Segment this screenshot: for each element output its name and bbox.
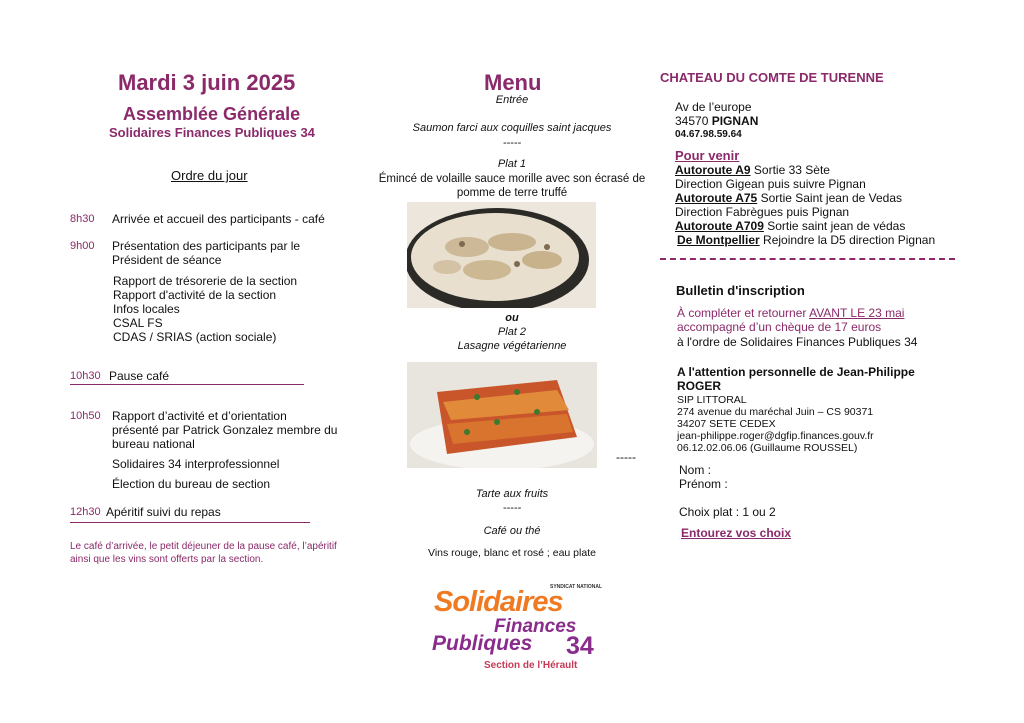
menu-drink: Café ou thé xyxy=(483,525,541,537)
contact-email[interactable]: jean-philippe.roger@dgfip.finances.gouv.fr xyxy=(677,430,874,442)
menu-plat1-desc-1: Émincé de volaille sauce morille avec son écrasé de xyxy=(378,173,646,185)
logo-section: Section de l’Hérault xyxy=(484,660,578,671)
route-montpellier-desc: Rejoindre la D5 direction Pignan xyxy=(759,233,936,247)
agenda-sub-activite: Rapport d'activité de la section xyxy=(113,288,277,302)
offered-note xyxy=(70,540,370,566)
venue-address-1: Av de l’europe xyxy=(675,100,752,114)
menu-separator: ----- xyxy=(502,502,522,514)
agenda-sub-cdas: CDAS / SRIAS (action sociale) xyxy=(113,330,277,344)
bulletin-title: Bulletin d'inscription xyxy=(676,283,805,298)
contact-service: SIP LITTORAL xyxy=(677,394,747,406)
agenda-sub-csal: CSAL FS xyxy=(113,316,163,330)
contact-city: 34207 SETE CEDEX xyxy=(677,418,776,430)
agenda-sub-infos: Infos locales xyxy=(113,302,180,316)
agenda-title: Ordre du jour xyxy=(171,168,248,183)
form-instruction: Entourez vos choix xyxy=(681,526,792,540)
cut-line xyxy=(660,258,955,260)
menu-plat2-desc: Lasagne végétarienne xyxy=(457,340,567,352)
menu-wine: Vins rouge, blanc et rosé ; eau plate xyxy=(428,547,596,559)
route-a9 xyxy=(675,163,830,177)
directions-title: Pour venir xyxy=(675,148,740,163)
agenda-item-rapport-3: bureau national xyxy=(112,437,195,451)
route-fabregues: Direction Fabrègues puis Pignan xyxy=(675,205,850,219)
bulletin-deadline-text: À compléter et retourner xyxy=(677,306,810,320)
menu-title: Menu xyxy=(484,70,542,95)
time-1230: 12h30 xyxy=(70,506,101,518)
venue-address-2 xyxy=(675,114,758,128)
agenda-item-rapport-1: Rapport d’activité et d’orientation xyxy=(112,409,287,423)
plat2-photo xyxy=(407,362,597,468)
venue-name: CHATEAU DU COMTE DE TURENNE xyxy=(660,70,884,85)
route-gigean: Direction Gigean puis suivre Pignan xyxy=(675,177,866,191)
logo-publiques: Publiques xyxy=(432,632,533,655)
menu-separator: ----- xyxy=(502,137,522,149)
organization-name: Solidaires Finances Publiques 34 xyxy=(109,125,315,140)
agenda-item-arrival: Arrivée et accueil des participants - café xyxy=(112,212,325,226)
route-a709-exit: Sortie saint jean de védas xyxy=(763,219,906,233)
time-830: 8h30 xyxy=(70,213,95,225)
agenda-item-aperitif: Apéritif suivi du repas xyxy=(106,505,221,519)
agenda-item-presentation-2: Président de séance xyxy=(112,253,222,267)
agenda-item-election: Élection du bureau de section xyxy=(112,477,271,491)
agenda-sub-tresorerie: Rapport de trésorerie de la section xyxy=(113,274,298,288)
agenda-item-solidaires: Solidaires 34 interprofessionnel xyxy=(112,457,280,471)
route-montpellier-name: De Montpellier xyxy=(677,233,760,247)
menu-dessert: Tarte aux fruits xyxy=(475,488,549,500)
menu-entree-label: Entrée xyxy=(495,94,529,106)
bulletin-deadline xyxy=(677,306,904,320)
route-a75 xyxy=(675,191,902,205)
menu-plat1-desc-2: pomme de terre truffé xyxy=(456,187,568,199)
logo-finances: Finances xyxy=(494,616,577,637)
venue-postcode: 34570 xyxy=(675,114,712,128)
route-a709-name: Autoroute A709 xyxy=(675,219,764,233)
logo-syndicat: SYNDICAT NATIONAL xyxy=(550,584,603,590)
time-900: 9h00 xyxy=(70,240,95,252)
offered-note-line-2: ainsi que les vins sont offerts par la section. xyxy=(70,554,264,565)
agenda-item-pause: Pause café xyxy=(109,369,170,383)
divider xyxy=(70,522,310,523)
agenda-item-presentation-1: Présentation des participants par le xyxy=(112,239,301,253)
solidaires-logo xyxy=(432,582,604,674)
plat1-photo xyxy=(407,202,596,308)
venue-city: PIGNAN xyxy=(711,114,759,128)
route-a75-name: Autoroute A75 xyxy=(675,191,758,205)
divider xyxy=(70,384,304,385)
form-choix-label[interactable]: Choix plat : 1 ou 2 xyxy=(679,505,776,519)
attention-line-1: A l'attention personnelle de Jean-Philippe xyxy=(677,365,915,379)
menu-separator-right: ----- xyxy=(616,450,636,464)
route-montpellier xyxy=(677,233,935,247)
menu-plat2-label: Plat 2 xyxy=(497,326,527,338)
time-1030: 10h30 xyxy=(70,370,101,382)
route-a75-exit: Sortie Saint jean de Vedas xyxy=(757,191,903,205)
venue-phone: 04.67.98.59.64 xyxy=(675,129,742,140)
event-date: Mardi 3 juin 2025 xyxy=(118,70,296,95)
contact-phone: 06.12.02.06.06 (Guillaume ROUSSEL) xyxy=(677,442,858,454)
menu-plat1-label: Plat 1 xyxy=(497,158,527,170)
logo-number: 34 xyxy=(566,632,594,660)
logo-solidaires: Solidaires xyxy=(434,586,563,618)
menu-ou: ou xyxy=(505,312,519,324)
menu-starter: Saumon farci aux coquilles saint jacques xyxy=(412,122,612,134)
agenda-item-rapport-2: présenté par Patrick Gonzalez membre du xyxy=(112,423,338,437)
form-prenom-label[interactable]: Prénom : xyxy=(679,477,728,491)
attention-line-2: ROGER xyxy=(677,379,722,393)
form-nom-label[interactable]: Nom : xyxy=(679,463,712,477)
event-title: Assemblée Générale xyxy=(123,104,301,124)
offered-note-line-1: Le café d’arrivée, le petit déjeuner de la pause café, l’apéritif xyxy=(70,541,337,552)
time-1050: 10h50 xyxy=(70,410,101,422)
route-a709 xyxy=(675,219,905,233)
bulletin-deadline-date: AVANT LE 23 mai xyxy=(809,306,905,320)
route-a9-name: Autoroute A9 xyxy=(675,163,751,177)
route-a9-exit: Sortie 33 Sète xyxy=(750,163,830,177)
bulletin-payee: à l'ordre de Solidaires Finances Publiques 34 xyxy=(677,335,918,349)
bulletin-cheque: accompagné d’un chèque de 17 euros xyxy=(677,320,882,334)
contact-street: 274 avenue du maréchal Juin – CS 90371 xyxy=(677,406,874,418)
